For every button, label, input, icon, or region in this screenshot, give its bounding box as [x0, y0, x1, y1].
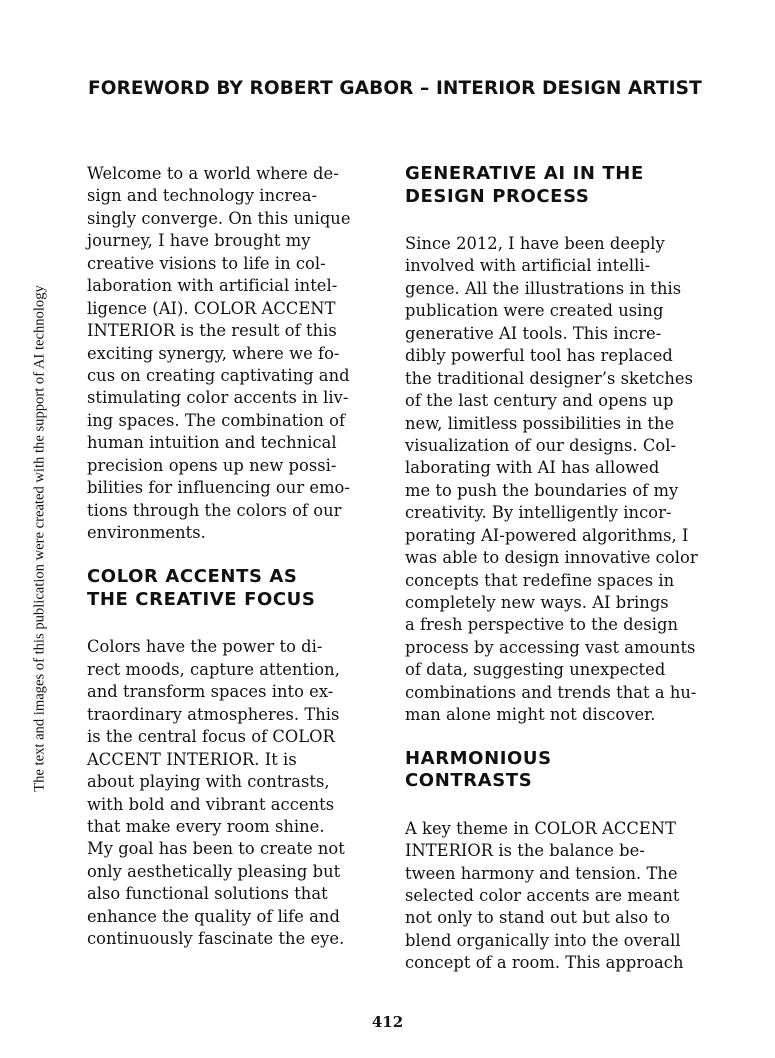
text-line: also functional solutions that — [87, 884, 328, 904]
text-line: creative visions to life in col- — [87, 253, 326, 273]
text-line: precision opens up new possi- — [87, 455, 337, 475]
text-line: human intuition and technical — [87, 433, 337, 453]
text-line: only aesthetically pleasing but — [87, 861, 341, 881]
text-line: ACCENT INTERIOR. It is — [87, 749, 297, 769]
color-accents-paragraph — [87, 636, 377, 950]
heading-line: CONTRASTS — [405, 770, 533, 792]
text-line: man alone might not discover. — [405, 705, 656, 725]
text-line: porating AI-powered algorithms, I — [405, 525, 689, 545]
text-line: tween harmony and tension. The — [405, 863, 678, 883]
text-line: bilities for influencing our emo- — [87, 478, 350, 498]
text-line: gence. All the illustrations in this — [405, 278, 682, 298]
text-line: continuously fascinate the eye. — [87, 929, 345, 949]
text-line: My goal has been to create not — [87, 839, 345, 859]
heading-line: COLOR ACCENTS AS — [87, 566, 298, 588]
text-line: and transform spaces into ex- — [87, 682, 334, 702]
text-line: dibly powerful tool has replaced — [405, 346, 673, 366]
right-column — [405, 163, 698, 975]
text-line: concepts that redefine spaces in — [405, 570, 675, 590]
text-line: a fresh perspective to the design — [405, 615, 679, 635]
text-line: concept of a room. This approach — [405, 953, 684, 973]
text-line: the traditional designer’s sketches — [405, 368, 694, 388]
heading-line: GENERATIVE AI IN THE — [405, 163, 644, 184]
page-title: FOREWORD BY ROBERT GABOR – INTERIOR DESIGN ARTIST — [88, 78, 702, 99]
text-line: laboration with artificial intel- — [87, 276, 338, 296]
text-line: cus on creating captivating and — [87, 365, 350, 385]
text-line: laborating with AI has allowed — [405, 458, 660, 478]
section-heading-harmonious-contrasts — [405, 748, 695, 793]
text-line: new, limitless possibilities in the — [405, 413, 675, 433]
section-heading-generative-ai — [405, 163, 695, 208]
text-line: combinations and trends that a hu- — [405, 682, 697, 702]
text-line: is the central focus of COLOR — [87, 727, 335, 747]
text-line: that make every room shine. — [87, 816, 325, 836]
text-line: was able to design innovative color — [405, 548, 698, 568]
ai-disclaimer-note: The text and images of this publication were created with the support of AI technology — [31, 285, 48, 792]
text-line: generative AI tools. This incre- — [405, 323, 662, 343]
text-line: INTERIOR is the result of this — [87, 321, 337, 341]
text-line: completely new ways. AI brings — [405, 593, 669, 612]
text-line: journey, I have brought my — [87, 231, 311, 251]
text-line: A key theme in COLOR ACCENT — [405, 818, 676, 838]
text-line: visualization of our designs. Col- — [405, 435, 677, 455]
text-line: about playing with contrasts, — [87, 772, 330, 792]
text-line: ligence (AI). COLOR ACCENT — [87, 298, 336, 318]
text-line: not only to stand out but also to — [405, 908, 670, 928]
text-line: of the last century and opens up — [405, 391, 674, 411]
text-line: publication were created using — [405, 301, 664, 321]
text-line: of data, suggesting unexpected — [405, 660, 666, 680]
generative-ai-paragraph — [405, 233, 698, 727]
text-line: me to push the boundaries of my — [405, 480, 679, 500]
text-line: selected color accents are meant — [405, 885, 680, 905]
text-line: involved with artificial intelli- — [405, 256, 651, 276]
text-line: environments. — [87, 523, 206, 542]
text-line: tions through the colors of our — [87, 500, 342, 520]
intro-paragraph — [87, 163, 377, 544]
text-line: enhance the quality of life and — [87, 906, 340, 926]
text-line: creativity. By intelligently incor- — [405, 503, 672, 523]
text-line: Welcome to a world where de- — [87, 164, 339, 183]
text-line: rect moods, capture attention, — [87, 659, 340, 679]
heading-line: DESIGN PROCESS — [405, 185, 590, 207]
text-line: sign and technology increa- — [87, 186, 318, 206]
text-line: Since 2012, I have been deeply — [405, 234, 665, 253]
text-line: ing spaces. The combination of — [87, 410, 346, 430]
text-line: traordinary atmospheres. This — [87, 704, 340, 724]
text-line: exciting synergy, where we fo- — [87, 343, 340, 363]
page-number: 412 — [371, 1013, 404, 1031]
heading-line: HARMONIOUS — [405, 747, 552, 769]
harmonious-contrasts-paragraph — [405, 818, 695, 975]
text-line: Colors have the power to di- — [87, 637, 323, 657]
text-line: singly converge. On this unique — [87, 208, 351, 228]
text-line: stimulating color accents in liv- — [87, 388, 349, 408]
heading-line: THE CREATIVE FOCUS — [87, 588, 316, 610]
text-line: blend organically into the overall — [405, 930, 681, 950]
left-column — [87, 163, 377, 951]
text-line: INTERIOR is the balance be- — [405, 841, 645, 861]
text-line: with bold and vibrant accents — [87, 794, 335, 814]
text-line: process by accessing vast amounts — [405, 637, 696, 657]
section-heading-color-accents — [87, 566, 377, 611]
